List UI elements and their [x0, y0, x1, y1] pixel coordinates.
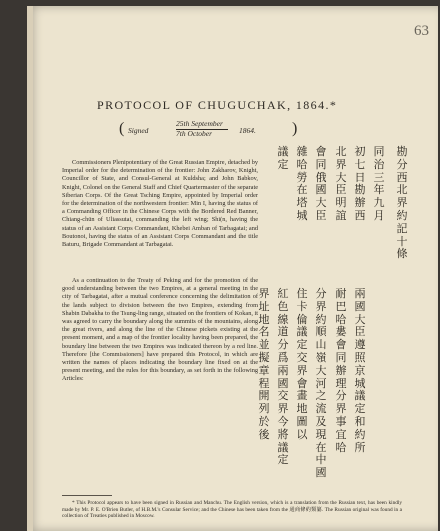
footnote-text: * This Protocol appears to have been signed in Russian and Manchu. The English version, which is a translation from the Russian text, has been kindly made by Mr. P. E. O'Brien Butler, of H.B.M.'s Consular Service; and the Chinese has been taken from the 通商條約類纂. The Russian original was found in a collection of Treaties published in Moscow.: [62, 500, 402, 520]
footnote: [62, 500, 402, 520]
signing-year: 1864.: [239, 126, 256, 135]
english-paragraph-1: Commissioners Plenipotentiary of the Great Russian Empire, detached by Imperial order for the determination of the frontier: John Zakharov, Knight, Councillor of State, and Consul-General at Kuldsha; and John Babkov, Knight, Colonel on the General Staff and Chief Quartermaster of the separate Siberian Corps. Of the Great Tsching Empire, appointed by Imperial order for the determination of the northwestern frontier: Min I, having the status of a Commanding Officer in the Chinese Corps with the Bordered Red Banner, Chiang-chün of Uliassutai, commanding the left wing; Shi(n, having the status of an Assistant Corps Commandant, Khebei Amban of Tarbagatai; and Boutonoi, having the status of an Assistant Corps Commandant and the title Baturu, Brigade Commandant at Tarbagatai.: [62, 159, 258, 249]
left-paren: (: [119, 120, 125, 137]
chinese-column-8: 兩國大臣遵照京城議定和約所: [354, 287, 366, 454]
date-old-style: 7th October: [176, 129, 213, 138]
right-paren: ): [292, 120, 298, 137]
chinese-column-9: 耐巴哈婁會同辦理分界事宜哈: [335, 287, 347, 454]
chinese-column-6: 議定: [277, 145, 289, 171]
page-gutter-shadow: [27, 6, 33, 531]
english-paragraph-2: As a continuation to the Treaty of Peking and for the promotion of the good understanding between the two Empires, at a general meeting in the city of Tarbagatai, after a mutual conference concerning the delimitation of the lands subject to division between the two Empires, extending from Shabin Dabakha to the Tsung-ling range, situated on the frontiers of Kokan, it was agreed to carry the boundary along the summits of the mountains, along the great rivers, and along the line of the Chinese pickets existing at the present moment, and a map of the frontier locality having been prepared, the boundary line between the two Empires was indicated thereon by a red line. Therefore [the Commissioners] have prepared this Protocol, in which are written the names of places indicating the boundary line fixed on at the present meeting, and the rules for this boundary, as set forth in the following Articles:: [62, 277, 259, 383]
chinese-column-3: 北界大臣明誼: [335, 145, 347, 222]
chinese-column-4: 會同俄國大臣: [315, 145, 327, 222]
chinese-column-13: 界址地名並擬章程開列於後: [258, 287, 270, 441]
chinese-column-5: 雜哈勞在塔城: [296, 145, 308, 222]
book-page: [27, 6, 438, 531]
signed-word: Signed: [128, 126, 149, 135]
chinese-column-10: 分界約順山嶺大河之流及現在中國: [315, 287, 327, 480]
chinese-column-12: 紅色線道分爲兩國交界今將議定: [277, 287, 289, 467]
footnote-rule: [62, 495, 112, 496]
page-number: 63: [414, 23, 429, 39]
page-title: PROTOCOL OF CHUGUCHAK, 1864.*: [97, 98, 338, 112]
date-new-style: 25th September: [176, 119, 223, 128]
chinese-column-2: 初七日勘辦西: [354, 145, 366, 222]
chinese-title-column: 勘分西北界約記十條: [396, 145, 408, 261]
chinese-column-11: 住卡倫議定交界會畫地圖以: [296, 287, 308, 441]
signing-date: [119, 119, 309, 141]
chinese-column-1: 同治三年九月: [373, 145, 385, 222]
